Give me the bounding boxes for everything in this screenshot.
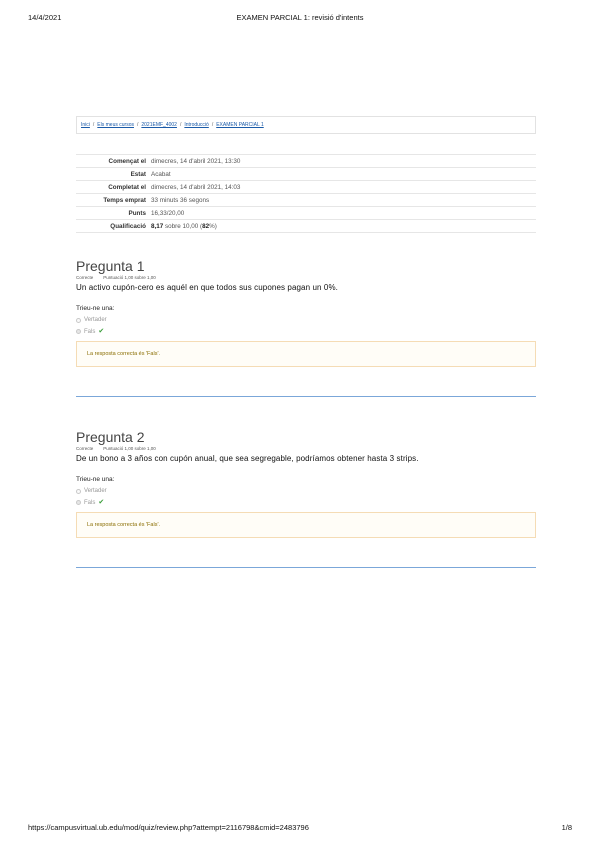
summary-row-started	[76, 154, 536, 167]
breadcrumb-separator: /	[179, 122, 182, 128]
print-url: https://campusvirtual.ub.edu/mod/quiz/review.php?attempt=2116798&cmid=2483796	[28, 823, 309, 832]
summary-label: Estat	[130, 170, 146, 178]
summary-value: 33 minuts 36 segons	[151, 196, 210, 204]
grade-percent: 82	[202, 222, 210, 230]
breadcrumb-separator: /	[136, 122, 139, 128]
summary-value: Acabat	[151, 170, 171, 178]
answer-option-true[interactable]	[76, 488, 536, 494]
breadcrumb-item-quiz[interactable]: EXAMEN PARCIAL 1	[216, 122, 264, 128]
summary-label: Qualificació	[110, 222, 146, 230]
question-2	[76, 429, 536, 538]
breadcrumb-separator: /	[211, 122, 214, 128]
option-label: Vertader	[84, 488, 107, 494]
breadcrumb-item-course[interactable]: 2021EMF_4002	[141, 122, 177, 128]
question-info	[76, 275, 536, 280]
summary-row-marks	[76, 206, 536, 219]
question-title: Pregunta 1	[76, 258, 145, 274]
correct-answer-text: La resposta correcta és 'Fals'.	[87, 351, 161, 357]
print-title: EXAMEN PARCIAL 1: revisió d'intents	[236, 13, 364, 22]
breadcrumb-item-my-courses[interactable]: Els meus cursos	[97, 122, 134, 128]
breadcrumb	[76, 116, 536, 134]
question-title: Pregunta 2	[76, 429, 145, 445]
summary-row-grade	[76, 219, 536, 233]
grade-rest: sobre 10,00 (	[163, 222, 203, 230]
question-points: Puntuació 1,00 sobre 1,00	[103, 446, 156, 451]
print-footer	[28, 823, 572, 835]
summary-row-time-taken	[76, 193, 536, 206]
radio-button[interactable]	[76, 500, 81, 505]
attempt-summary-table	[76, 154, 536, 233]
summary-label: Començat el	[108, 157, 146, 165]
radio-button[interactable]	[76, 329, 81, 334]
breadcrumb-separator: /	[92, 122, 95, 128]
check-icon: ✔	[98, 499, 105, 506]
feedback-box	[76, 341, 536, 367]
summary-label: Punts	[128, 209, 146, 217]
print-date: 14/4/2021	[28, 13, 62, 22]
check-icon: ✔	[98, 328, 105, 335]
summary-value: dimecres, 14 d'abril 2021, 13:30	[151, 157, 241, 165]
question-status: Correcte	[76, 275, 94, 280]
print-header	[28, 13, 572, 25]
question-prompt: Trieu-ne una:	[76, 476, 115, 483]
question-status: Correcte	[76, 446, 94, 451]
question-prompt: Trieu-ne una:	[76, 305, 115, 312]
summary-label: Completat el	[108, 183, 146, 191]
answer-option-false[interactable]	[76, 328, 536, 335]
grade-score: 8,17	[151, 222, 164, 230]
answer-option-true[interactable]	[76, 317, 536, 323]
question-text: Un activo cupón-cero es aquél en que todos sus cupones pagan un 0%.	[76, 283, 338, 292]
summary-label: Temps emprat	[103, 196, 146, 204]
question-divider	[76, 567, 536, 568]
grade-end: %)	[209, 222, 217, 230]
summary-value: dimecres, 14 d'abril 2021, 14:03	[151, 183, 241, 191]
question-1	[76, 258, 536, 367]
radio-button[interactable]	[76, 489, 81, 494]
answer-option-false[interactable]	[76, 499, 536, 506]
correct-answer-text: La resposta correcta és 'Fals'.	[87, 522, 161, 528]
summary-value	[151, 223, 217, 230]
question-text: De un bono a 3 años con cupón anual, que sea segregable, podríamos obtener hasta 3 strips.	[76, 454, 419, 463]
question-divider	[76, 396, 536, 397]
feedback-box	[76, 512, 536, 538]
option-label: Fals	[84, 328, 96, 335]
question-info	[76, 446, 536, 451]
summary-row-state	[76, 167, 536, 180]
breadcrumb-item-section[interactable]: Introducció	[184, 122, 209, 128]
summary-value: 16,33/20,00	[151, 209, 185, 217]
breadcrumb-item-home[interactable]: Inici	[81, 122, 90, 128]
option-label: Fals	[84, 499, 96, 506]
radio-button[interactable]	[76, 318, 81, 323]
option-label: Vertader	[84, 317, 107, 323]
page-number: 1/8	[561, 823, 572, 832]
question-points: Puntuació 1,00 sobre 1,00	[103, 275, 156, 280]
summary-row-completed	[76, 180, 536, 193]
